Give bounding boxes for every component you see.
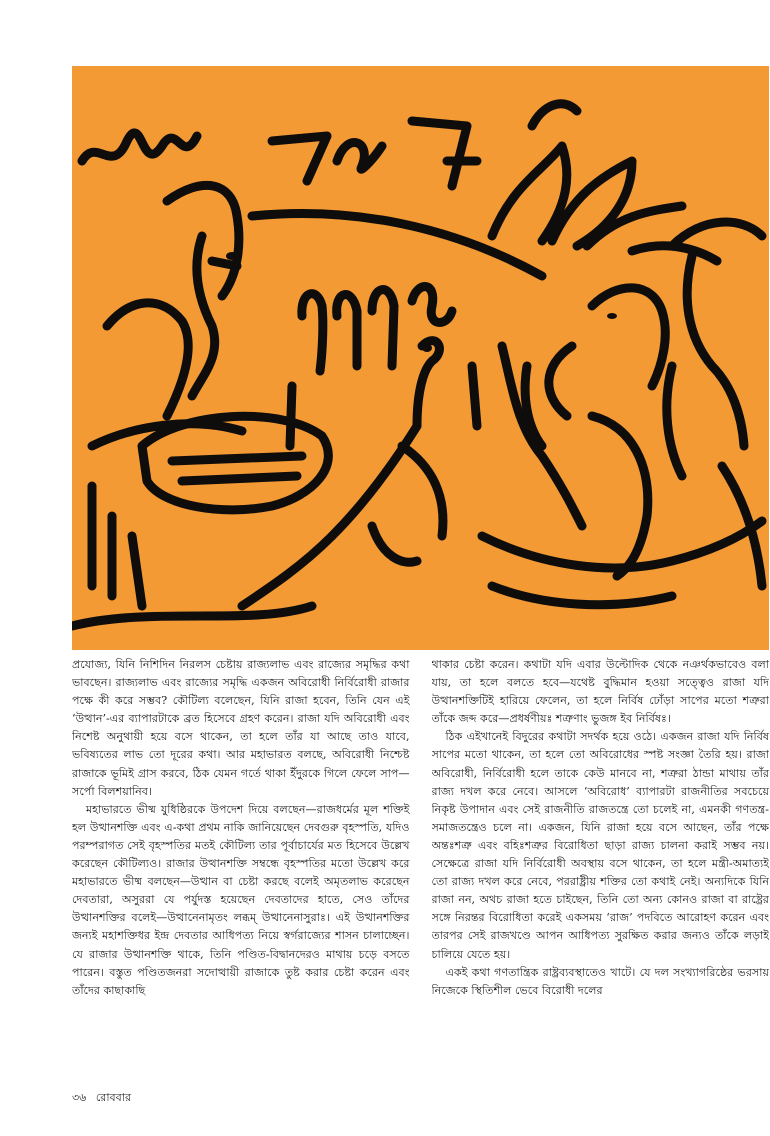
paragraph: থাকার চেষ্টা করেন। কথাটা যদি এবার উল্টোদিক থেকে নঞর্থকভাবেও বলা যায়, তা হলে বলতে হবে—যথেষ্ট বুদ্ধিমান হওয়া সত্ত্বেও রাজা যদি উত্থানশক্তিটিই হারিয়ে ফেলেন, তা হলে নির্বিষ ঢোঁড়া সাপের মতো শত্রুরা তাঁকে জব্দ করে—প্রধর্ষণীয়ঃ শত্রুণাং ভুজঙ্গ ইব নির্বিষঃ। [431, 658, 769, 726]
paragraph: একই কথা গণতান্ত্রিক রাষ্ট্রব্যবস্থাতেও খাটে। যে দল সংখ্যাগরিষ্ঠের ভরসায় নিজেকে স্থিতিশীল ভেবে বিরোধী দলের [431, 965, 769, 997]
article-column-left [72, 656, 410, 1086]
fill-peacock-head [422, 344, 432, 352]
article-columns [72, 656, 769, 1086]
page-footer [72, 1089, 131, 1108]
fill-left-eye [226, 252, 238, 260]
article-column-right [432, 656, 770, 1086]
paragraph: মহাভারতে ভীষ্ম যুধিষ্ঠিরকে উপদেশ দিয়ে বলছেন—রাজধর্মের মূল শক্তিই হল উত্থানশক্তি এবং এ-কথা প্রথম নাকি জানিয়েছেন দেবগুরু বৃহস্পতি, যদিও পরম্পরাগত সেই বৃহস্পতির মতই কৌটিল্য তার পূর্বাচার্যের মত হিসেবে উল্লেখ করেছেন কৌটিল্যও। রাজার উত্থানশক্তি সম্বন্ধে বৃহস্পতির মতো উল্লেখ করে মহাভারতে ভীষ্ম বলছেন—উত্থান বা চেষ্টা করছে বলেই অমৃতলাভ করেছেন দেবতারা, অসুররা যে পর্যুদস্ত হয়েছেন দেবতাদের হাতে, সেও তাঁদের উত্থানশক্তির বলেই—উত্থানেনামৃতং লব্ধম্ উত্থানেনাসুরাঃ। এই উত্থানশক্তির জন্যই মহাশক্তিধর ইন্দ্র দেবতার আধিপত্য নিয়ে স্বর্গরাজ্যের শাসন চালাচ্ছেন। যে রাজার উত্থানশক্তি থাকে, তিনি পণ্ডিত-বিদ্বানদেরও মাথায় চড়ে বসতে পারেন। বস্তুত পণ্ডিতজনরা সদোত্থায়ী রাজাকে তুষ্ট করার চেষ্টা করেন এবং তাঁদের কাছাকাছি [72, 802, 410, 997]
paragraph: প্রযোজ্য, যিনি নিশিদিন নিরলস চেষ্টায় রাজ্যলাভ এবং রাজ্যের সমৃদ্ধির কথা ভাবছেন। রাজ্যলাভ এবং রাজ্যের সমৃদ্ধি একজন অবিরোধী নির্বিরোধী রাজার পক্ষে কী করে সম্ভব? কৌটিল্য বলেছেন, যিনি রাজা হবেন, তিনি যেন এই ‘উত্থান’-এর ব্যাপারটাকে ব্রত হিসেবে গ্রহণ করেন। রাজা যদি অবিরোধী এবং নিশেষ্ট অনুথায়ী হয়ে বসে থাকেন, তা হলে তাঁর যা আছে তাও যাবে, ভবিষ্যতের লাভ তো দূরের কথা। আর মহাভারত বলছে, অবিরোধী নিশ্চেষ্ট রাজাকে ভূমিই গ্রাস করবে, ঠিক যেমন গর্তে থাকা ইঁদুরকে গিলে ফেলে সাপ—সর্পো বিলশয়ানিব। [72, 658, 410, 798]
publication-name: রোববার [95, 1091, 132, 1104]
paragraph: ঠিক এইখানেই বিদুরের কথাটা সদর্থক হয়ে ওঠে। একজন রাজা যদি নির্বিষ সাপের মতো থাকেন, তা হলে তো অবিরোধের স্পষ্ট সংজ্ঞা তৈরি হয়। রাজা অবিরোধী, নির্বিরোধী হলে তাকে কেউ মানবে না, শত্রুরা ঠান্ডা মাথায় তাঁর রাজ্য দখল করে নেবে। আসলে ‘অবিরোধ’ ব্যাপারটা রাজনীতির সবচেয়ে নিকৃষ্ট উপাদান এবং সেই রাজনীতি রাজতন্ত্রে তো চলেই না, এমনকী গণতন্ত্র-সমাজতন্ত্রেও চলে না। একজন, যিনি রাজা হয়ে বসে আছেন, তাঁর পক্ষে অন্তঃশত্রু এবং বহিঃশত্রুর বিরোধিতা ছাড়া রাজ্য চালনা করাই সম্ভব নয়। সেক্ষেত্রে রাজা যদি নির্বিরোধী অবস্থায় বসে থাকেন, তা হলে মন্ত্রী-অমাত্যই তো রাজ্য দখল করে নেবে, পররাষ্ট্রীয় শক্তির তো কথাই নেই। অন্যদিকে যিনি রাজা নন, অথচ রাজা হতে চাইছেন, তিনি তো অন্য কোনও রাজা বা রাষ্ট্রের সঙ্গে নিরন্তর বিরোধিতা করেই একসময় ‘রাজ’ পদবিতে আরোহণ করেন এবং তারপর সেই রাজখণ্ডে আপন আধিপত্য সুরক্ষিত করার জন্যও তাঁকে লড়াই চালিয়ে যেতে হয়। [431, 730, 769, 961]
illustration-brush-painting [72, 66, 769, 650]
brush-illustration-svg [72, 66, 769, 650]
page-number: ৩৬ [72, 1091, 87, 1104]
stroke-left-eye [212, 261, 237, 266]
fill-right-eye [607, 313, 617, 319]
